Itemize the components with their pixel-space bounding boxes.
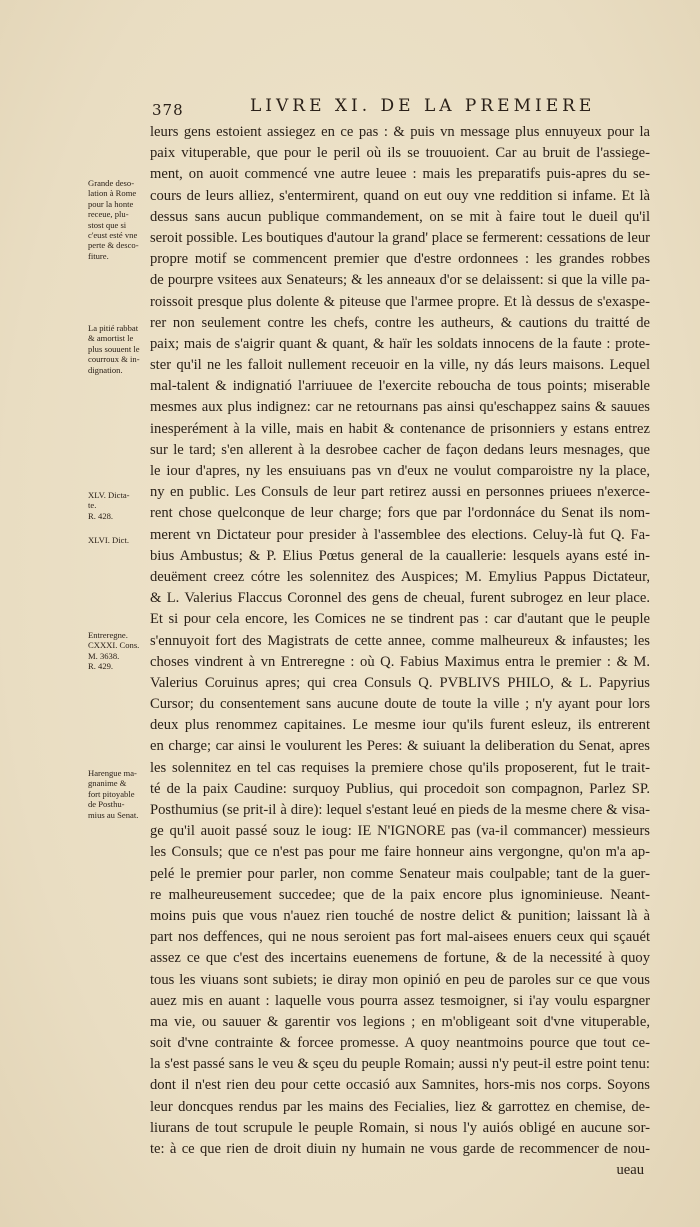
body-line: ster qu'il ne les falloit nullement receuoir en la ville, ny dás leurs maisons. Lequel	[150, 357, 650, 374]
body-line: roissoit presque plus dolente & piteuse que l'armee propre. Et là dessus de s'exaspe-	[150, 293, 650, 310]
margin-note-line: R. 428.	[88, 510, 114, 521]
body-line: rent chose quelconque de leur charge; fors que par l'ordonnáce du Senat ils nom-	[150, 505, 650, 522]
body-line: en charge; car ainsi le voulurent les Peres: & suiuant la deliberation du Senat, apres	[150, 738, 650, 755]
margin-note-entreregne	[88, 630, 150, 672]
body-line: Posthumius (se prit-il à dire): lequel s'estant leué en pieds de la mesme chere & visa-	[150, 802, 650, 818]
body-line: ueau	[616, 1162, 644, 1179]
body-line: seroit possible. Les boutiques d'autour la grand' place se fermerent: cessations de leur	[150, 229, 650, 246]
body-line: le iour d'apres, ny les ensuiuans pas vn d'eux ne voulut comparoistre ny la place,	[150, 463, 650, 479]
margin-note-line: Entreregne.	[88, 630, 128, 640]
margin-note-la-pitie	[88, 323, 150, 375]
body-text-block	[150, 122, 650, 1181]
body-line: pelé le premier pour parler, non comme Senateur mais coulpable; tant de la guer-	[150, 865, 650, 882]
body-line: choses vindrent à vn Entreregne : où Q. Fabius Maximus entra le premier : & M.	[150, 653, 650, 670]
body-line: paix; mais de s'aigrir quant & quant, & haïr les soldats innocens de la faute : prote-	[150, 335, 650, 352]
margin-note-line: stost que si	[88, 219, 127, 230]
margin-note-line: receue, plu-	[88, 209, 129, 220]
margin-note-line: M. 3638.	[88, 650, 120, 661]
body-line: ma vie, ou sauuer & garentir vos legions ; en m'obligeant soit d'vne vituperable,	[150, 1013, 650, 1030]
body-line: té de la paix Caudine: surquoy Publius, qui procedoit son compagnon, Parlez SP.	[150, 780, 650, 797]
body-line: bius Ambustus; & P. Elius Pœtus general de la cauallerie: lesquels ayans esté in-	[150, 547, 650, 564]
margin-note-line: pour la honte	[88, 198, 134, 209]
margin-note-line: te.	[88, 500, 97, 511]
body-line: tous les viuans sont subiets; ie diray mon opinió en peu de paroles sur ce que vous	[150, 971, 650, 988]
margin-note-grande-desolation	[88, 178, 150, 261]
margin-note-line: courroux & in-	[88, 354, 140, 365]
body-line: inesperément à la ville, mais en habit & contenance de prisonniers y estans entrez	[150, 420, 650, 437]
margin-note-line: Grande deso-	[88, 178, 135, 188]
margin-note-line: lation à Rome	[88, 188, 137, 199]
body-line: assez ce que c'est des incertains euenemens de fortune, & de la necessité à quoy	[150, 950, 650, 967]
body-line: & L. Valerius Flaccus Coronnel des gens de cheual, furent subrogez en leur place.	[150, 590, 650, 607]
margin-note-line: plus souuent le	[88, 343, 140, 354]
margin-note-line: XLV. Dicta-	[88, 490, 130, 500]
body-line: merent vn Dictateur pour presider à l'assemblee des elections. Celuy-là fut Q. Fa-	[150, 526, 650, 543]
body-line: s'ennuyoit fort des Magistrats de cette annee, comme malheureux & infaustes; les	[150, 632, 650, 649]
margin-note-harengue	[88, 768, 150, 820]
body-line: mesmes aux plus indignez: car ne retournans pas ainsi qu'eschappez sains & sauues	[150, 399, 650, 416]
body-line: propre motif se commencent premier que d'estre ordonnees : les grandes robbes	[150, 251, 650, 268]
body-line: leur doncques rendus par les mains des Fecialies, liez & garrottez en chemise, de-	[150, 1098, 650, 1115]
margin-note-line: perte & desco-	[88, 240, 139, 251]
margin-note-line: c'eust esté vne	[88, 230, 138, 241]
body-line: deux plus renommez capitaines. Le mesme iour qu'ils furent esleuz, ils entrerent	[150, 717, 650, 734]
body-line: sur le tard; s'en allerent à la desrobee cacher de façon dedans leurs mesnages, que	[150, 441, 650, 458]
margin-note-line: gnanime &	[88, 778, 127, 789]
margin-note-line: fiture.	[88, 250, 109, 261]
body-line: te: à ce que rien de droit diuin ny humain ne vous garde de recommencer de nou-	[150, 1141, 650, 1157]
body-line: ge qu'il auoit passé souz le ioug: IE N'IGNORE pas (va-il commancer) messieurs	[150, 823, 650, 840]
margin-note-line: Harengue ma-	[88, 768, 137, 778]
body-line: les Consuls; que ce n'est pas pour me faire honneur ains vergongne, qu'on m'a ap-	[150, 844, 650, 861]
body-line: part nos deffences, qui ne nous seroient pas fort mal-aisees enuers ceux qui sçauét	[150, 929, 650, 946]
margin-note-dictateur-46	[88, 535, 150, 545]
body-line: de pourpre vsitees aux Senateurs; & les anneaux d'or se delaissent: si que la ville pa-	[150, 272, 650, 289]
body-line: ment, on auoit commencé vne autre leuee : mais les preparatifs puis-apres du se-	[150, 166, 650, 183]
running-head: LIVRE XI. DE LA PREMIERE	[250, 96, 596, 116]
body-line: deuëment creez cótre les solennitez des Auspices; M. Emylius Pappus Dictateur,	[150, 568, 650, 585]
margin-note-line: CXXXI. Cons.	[88, 640, 140, 651]
margin-note-line: de Posthu-	[88, 799, 125, 810]
body-line: liurans de tout scrupule le peuple Romain, si nous l'y auiós obligé en aucune sor-	[150, 1119, 650, 1136]
body-line: cours de leurs alliez, s'entermirent, quand on eut ouy vne reddition si infame. Et là	[150, 187, 650, 204]
margin-note-line: & amortist le	[88, 333, 134, 344]
body-line: leurs gens estoient assiegez en ce pas : & puis vn message plus ennuyeux pour la	[150, 124, 650, 140]
body-line: Cursor; du consentement sans aucune doute de toute la ville ; n'y ayant pour lors	[150, 696, 650, 713]
body-line: mal-talent & indignatió l'arriuuee de l'exercite reboucha de tous points; miserable	[150, 378, 650, 395]
body-line: paix vituperable, que pour le peril où ils se trouuoient. Car au bruit de l'assiege-	[150, 145, 650, 162]
body-line: les solennitez en tel cas requises la premiere chose qu'ils proposerent, fut le trait-	[150, 759, 650, 776]
margin-note-dictateur-45	[88, 490, 150, 521]
page-number: 378	[152, 101, 184, 119]
body-line: soit d'vne contrainte & forcee promesse. A quoy neantmoins pource que tout ce-	[150, 1035, 650, 1052]
margin-note-line: mius au Senat.	[88, 809, 139, 820]
body-line: ny en public. Les Consuls de leur part retirez aussi en personnes priuees n'exerce-	[150, 484, 650, 501]
body-line: Valerius Coruinus apres; qui crea Consuls Q. PVBLIVS PHILO, & L. Papyrius	[150, 674, 650, 691]
body-line: dont il n'est rien deu pour cette occasió aux Samnites, hors-mis nos corps. Soyons	[150, 1077, 650, 1094]
body-line: dessus sans aucun publique commandement, on se mit à faire tout le dueil qu'il	[150, 208, 650, 225]
margin-note-line: dignation.	[88, 364, 123, 375]
body-line: Et si pour cela encore, les Comices ne se tindrent pas : car d'autant que le peuple	[150, 611, 650, 628]
margin-note-line: La pitié rabbat	[88, 323, 139, 333]
body-line: rer non seulement contre les chefs, contre les autheurs, & cautions du traitté de	[150, 314, 650, 331]
margin-note-line: fort pitoyable	[88, 788, 135, 799]
body-line: moins puis que vous n'auez rien touché de nostre delict & punition; laissant là à	[150, 907, 650, 924]
body-line: auez mis en auant : laquelle vous pourra assez tesmoigner, si i'ay voulu espargner	[150, 992, 650, 1009]
body-line: re malheureusement succedee; que de la paix encore plus ignominieuse. Neant-	[150, 886, 650, 903]
body-line: la s'est passé sans le veu & sçeu du peuple Romain; aussi n'y peut-il estre point tenu:	[150, 1056, 650, 1073]
margin-note-line: R. 429.	[88, 661, 114, 672]
margin-note-line: XLVI. Dict.	[88, 535, 129, 545]
